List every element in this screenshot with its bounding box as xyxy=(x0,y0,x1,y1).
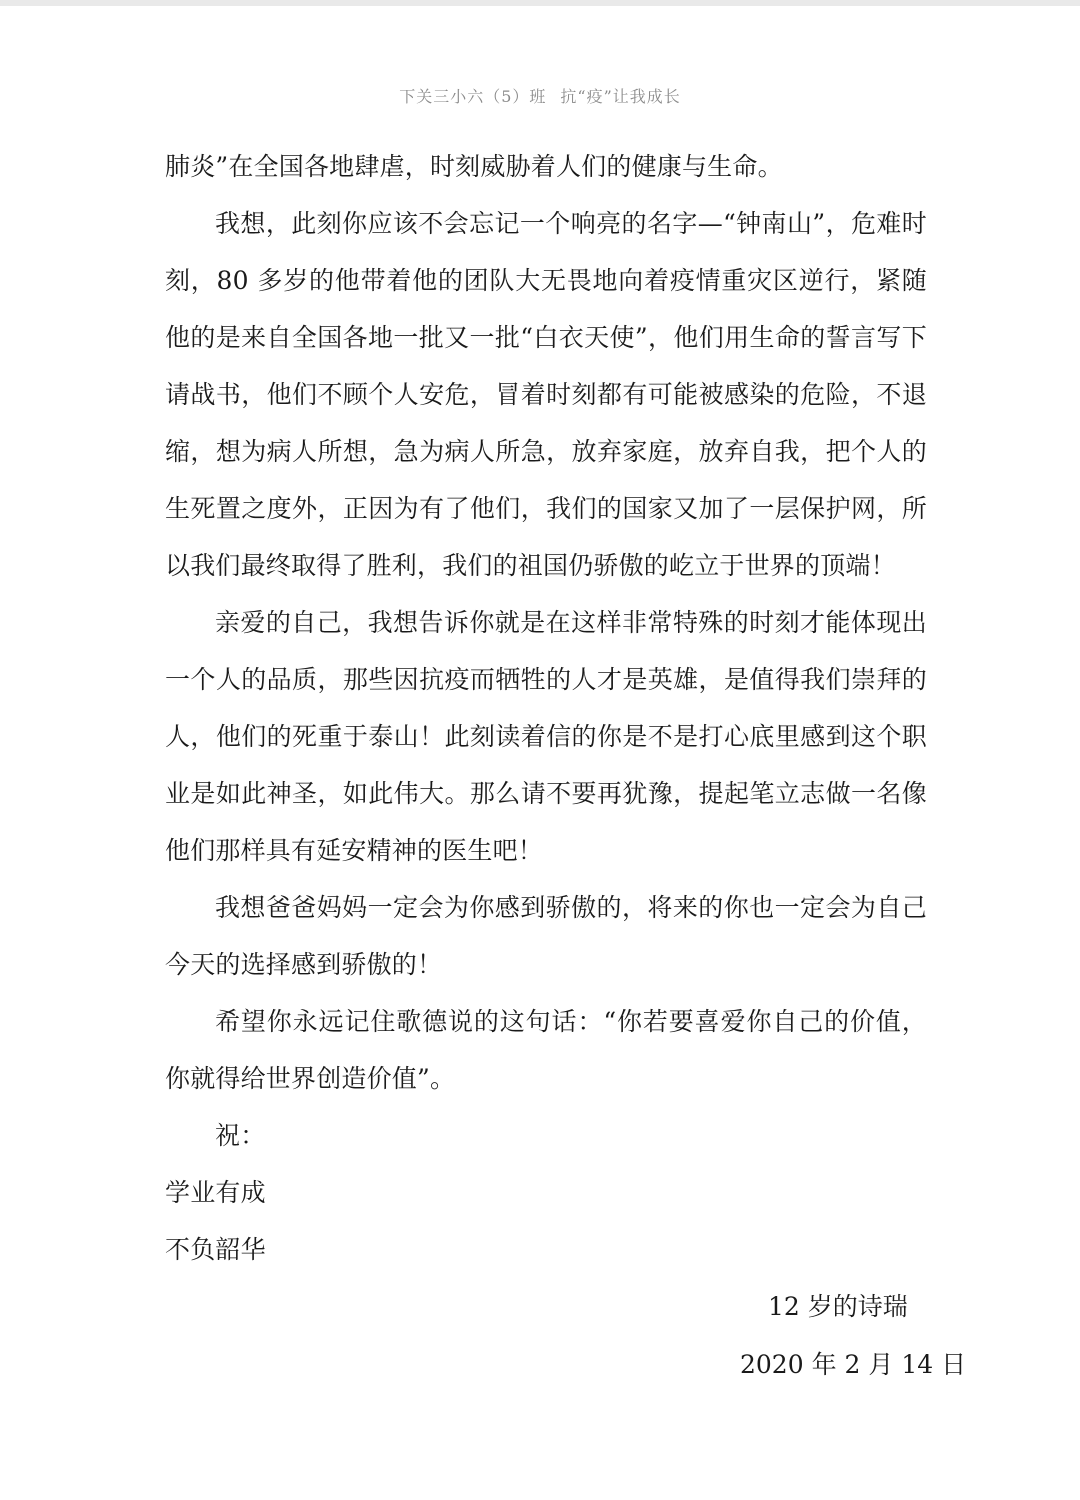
header-essay-title: 抗“疫”让我成长 xyxy=(560,87,681,106)
paragraph-zhong-nanshan: 我想，此刻你应该不会忘记一个响亮的名字—“钟南山”，危难时刻，80 多岁的他带着他的团队大无畏地向着疫情重灾区逆行，紧随他的是来自全国各地一批又一批“白衣天使”，他们用生命的誓言写下请战书，他们不顾个人安危，冒着时刻都有可能被感染的危险，不退缩，想为病人所想，急为病人所急，放弃家庭，放弃自我，把个人的生死置之度外，正因为有了他们，我们的国家又加了一层保护网，所以我们最终取得了胜利，我们的祖国仍骄傲的屹立于世界的顶端！ xyxy=(165,209,927,580)
signature: 12 岁的诗瑞 xyxy=(768,1292,908,1321)
wish-line-2: 不负韶华 xyxy=(165,1235,266,1264)
letter-body xyxy=(165,138,927,1278)
paragraph-continued: 肺炎”在全国各地肆虐，时刻威胁着人们的健康与生命。 xyxy=(165,152,783,181)
closing-salutation: 祝： xyxy=(215,1121,266,1150)
top-border xyxy=(0,0,1080,6)
paragraph-parents-proud: 我想爸爸妈妈一定会为你感到骄傲的，将来的你也一定会为自己今天的选择感到骄傲的！ xyxy=(165,893,927,979)
page-header xyxy=(0,84,1080,107)
header-class-name: 下关三小六（5）班 xyxy=(399,87,547,106)
letter-date: 2020 年 2 月 14 日 xyxy=(740,1350,967,1379)
paragraph-dear-self: 亲爱的自己，我想告诉你就是在这样非常特殊的时刻才能体现出一个人的品质，那些因抗疫而牺牲的人才是英雄，是值得我们崇拜的人，他们的死重于泰山！此刻读着信的你是不是打心底里感到这个职业是如此神圣，如此伟大。那么请不要再犹豫，提起笔立志做一名像他们那样具有延安精神的医生吧！ xyxy=(165,608,927,865)
wish-line-1: 学业有成 xyxy=(165,1178,266,1207)
paragraph-goethe-quote: 希望你永远记住歌德说的这句话：“你若要喜爱你自己的价值，你就得给世界创造价值”。 xyxy=(165,1007,927,1093)
